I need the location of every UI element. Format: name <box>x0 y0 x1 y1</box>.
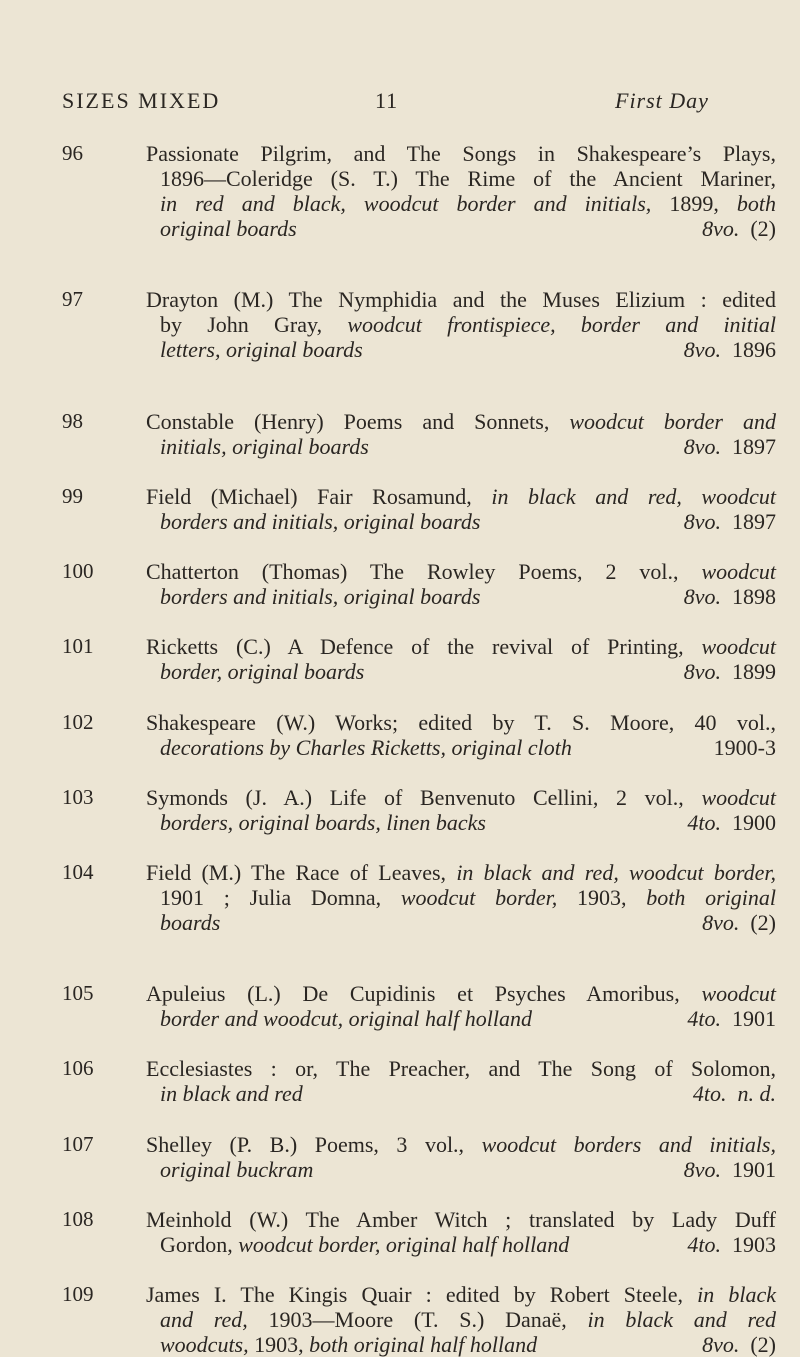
description-line <box>146 1207 776 1232</box>
italic-text: borders, original boards, linen backs <box>160 810 486 835</box>
italic-text: 8vo. <box>683 509 721 534</box>
description-line <box>146 484 776 509</box>
page-number: 11 <box>375 88 399 113</box>
italic-text: 8vo. <box>683 584 721 609</box>
line-body <box>160 216 297 241</box>
line-body <box>146 409 776 434</box>
roman-text: by John Gray, <box>160 312 348 337</box>
roman-text: 1901 <box>721 1006 776 1031</box>
lot-number: 105 <box>62 981 94 1005</box>
line-body <box>146 860 776 885</box>
line-body <box>160 1232 569 1257</box>
italic-text: woodcut border, original half holland <box>238 1232 570 1257</box>
roman-text: (2) <box>739 910 776 935</box>
italic-text: in black <box>697 1282 776 1307</box>
lot-number: 101 <box>62 634 94 658</box>
italic-text: woodcut frontispiece, border and initial <box>347 312 776 337</box>
description-line <box>146 1332 776 1357</box>
italic-text: borders and initials, original boards <box>160 509 481 534</box>
roman-text: Shakespeare (W.) Works; edited by T. S. Moore, 40 vol., <box>146 710 776 735</box>
description-line <box>146 910 776 935</box>
lot-description <box>146 785 776 835</box>
roman-text: Shelley (P. B.) Poems, 3 vol., <box>146 1132 482 1157</box>
description-line <box>146 1282 776 1307</box>
line-body <box>146 1132 776 1157</box>
line-body <box>146 634 776 659</box>
line-body <box>160 1307 776 1332</box>
description-line <box>146 1132 776 1157</box>
lot-description <box>146 981 776 1031</box>
lot-description <box>146 484 776 534</box>
italic-text: both original <box>646 885 776 910</box>
line-body <box>160 1006 532 1031</box>
italic-text: 4to. <box>687 1006 721 1031</box>
description-line <box>146 287 776 312</box>
lot-description <box>146 1282 776 1357</box>
lot-number: 109 <box>62 1282 94 1306</box>
line-body <box>160 337 363 362</box>
format-and-date <box>684 659 776 684</box>
italic-text: woodcut borders and initials, <box>481 1132 776 1157</box>
line-body <box>160 885 776 910</box>
lot-description <box>146 634 776 684</box>
italic-text: in black and red <box>160 1081 303 1106</box>
line-body <box>146 1056 776 1081</box>
italic-text: initials, original boards <box>160 434 369 459</box>
lot-description <box>146 1056 776 1106</box>
italic-text: borders and initials, original boards <box>160 584 481 609</box>
lot-number: 102 <box>62 710 94 734</box>
description-line <box>146 1157 776 1182</box>
line-body <box>160 910 220 935</box>
lot-description <box>146 1207 776 1257</box>
description-line <box>146 509 776 534</box>
italic-text: 4to. <box>692 1081 727 1106</box>
lot-description <box>146 1132 776 1182</box>
italic-text: original buckram <box>160 1157 314 1182</box>
lot-number: 103 <box>62 785 94 809</box>
line-body <box>160 1157 313 1182</box>
lot-description <box>146 860 776 935</box>
roman-text: James I. The Kingis Quair : edited by Robert Steele, <box>146 1282 698 1307</box>
lot-description <box>146 710 776 760</box>
roman-text: (2) <box>739 1332 776 1357</box>
italic-text: letters, original boards <box>160 337 363 362</box>
italic-text: woodcut <box>701 634 776 659</box>
line-body <box>146 1282 776 1307</box>
description-line <box>146 785 776 810</box>
format-and-date <box>693 1081 776 1106</box>
italic-text: and red, <box>160 1307 248 1332</box>
lot-number: 107 <box>62 1132 94 1156</box>
italic-text: 8vo. <box>702 1332 740 1357</box>
italic-text: woodcut border and <box>569 409 777 434</box>
line-body <box>146 785 776 810</box>
description-line <box>146 860 776 885</box>
lot-description <box>146 559 776 609</box>
italic-text: woodcut border, <box>400 885 558 910</box>
roman-text: (2) <box>739 216 776 241</box>
description-line <box>146 409 776 434</box>
roman-text: 1900-3 <box>713 735 776 760</box>
italic-text: decorations by Charles Ricketts, original cloth <box>160 735 572 760</box>
lot-description <box>146 409 776 459</box>
format-and-date <box>684 1157 776 1182</box>
description-line <box>146 885 776 910</box>
roman-text: 1896—Coleridge (S. T.) The Rime of the Ancient Mariner, <box>160 166 776 191</box>
lot-number: 106 <box>62 1056 94 1080</box>
line-body <box>160 166 776 191</box>
italic-text: border and woodcut, original half holland <box>160 1006 532 1031</box>
description-line <box>146 312 776 337</box>
format-and-date <box>684 509 776 534</box>
line-body <box>160 509 480 534</box>
section-heading: SIZES MIXED <box>62 88 221 113</box>
description-line <box>146 191 776 216</box>
description-line <box>146 1307 776 1332</box>
line-body <box>160 191 776 216</box>
italic-text: both original half holland <box>309 1332 538 1357</box>
line-body <box>160 312 776 337</box>
format-and-date <box>687 1006 776 1031</box>
description-line <box>146 710 776 735</box>
description-line <box>146 634 776 659</box>
description-line <box>146 659 776 684</box>
line-body <box>146 484 776 509</box>
italic-text: border, original boards <box>160 659 365 684</box>
description-line <box>146 810 776 835</box>
italic-text: in black and red, woodcut <box>491 484 776 509</box>
description-line <box>146 584 776 609</box>
format-and-date <box>702 1332 776 1357</box>
lot-number: 98 <box>62 409 83 433</box>
description-line <box>146 1081 776 1106</box>
sale-day-heading: First Day <box>615 88 709 113</box>
description-line <box>146 166 776 191</box>
italic-text: woodcut <box>701 981 776 1006</box>
line-body <box>146 710 776 735</box>
italic-text: n. d. <box>726 1081 776 1106</box>
roman-text: Apuleius (L.) De Cupidinis et Psyches Amoribus, <box>146 981 702 1006</box>
lot-number: 104 <box>62 860 94 884</box>
format-and-date <box>684 337 776 362</box>
lot-number: 100 <box>62 559 94 583</box>
lot-number: 96 <box>62 141 83 165</box>
roman-text: 1903, <box>557 885 647 910</box>
italic-text: in black and red, woodcut border, <box>456 860 776 885</box>
roman-text: Passionate Pilgrim, and The Songs in Shakespeare’s Plays, <box>146 141 776 166</box>
description-line <box>146 1056 776 1081</box>
roman-text: 1898 <box>721 584 776 609</box>
format-and-date <box>684 584 776 609</box>
roman-text: 1899 <box>721 659 776 684</box>
roman-text: 1903—Moore (T. S.) Danaë, <box>247 1307 588 1332</box>
line-body <box>160 1332 537 1357</box>
format-and-date <box>702 216 776 241</box>
page-header <box>0 88 800 118</box>
description-line <box>146 1006 776 1031</box>
italic-text: 4to. <box>687 1232 721 1257</box>
italic-text: original boards <box>160 216 297 241</box>
italic-text: 8vo. <box>683 337 721 362</box>
italic-text: woodcut <box>701 559 776 584</box>
line-body <box>146 981 776 1006</box>
roman-text: 1896 <box>721 337 776 362</box>
roman-text: Chatterton (Thomas) The Rowley Poems, 2 vol., <box>146 559 702 584</box>
lot-number: 99 <box>62 484 83 508</box>
italic-text: both <box>736 191 777 216</box>
format-and-date <box>687 1232 776 1257</box>
line-body <box>160 659 364 684</box>
roman-text: 1903, <box>248 1332 310 1357</box>
lot-number: 97 <box>62 287 83 311</box>
roman-text: 1897 <box>721 434 776 459</box>
line-body <box>146 559 776 584</box>
format-and-date <box>684 434 776 459</box>
roman-text: Ricketts (C.) A Defence of the revival of Printing, <box>146 634 702 659</box>
description-line <box>146 434 776 459</box>
line-body <box>146 141 776 166</box>
format-and-date <box>714 735 776 760</box>
roman-text: Drayton (M.) The Nymphidia and the Muses Elizium : edited <box>146 287 776 312</box>
line-body <box>146 287 776 312</box>
italic-text: 8vo. <box>702 910 740 935</box>
description-line <box>146 735 776 760</box>
format-and-date <box>687 810 776 835</box>
roman-text: 1903 <box>721 1232 776 1257</box>
lot-number: 108 <box>62 1207 94 1231</box>
roman-text: 1900 <box>721 810 776 835</box>
lot-description <box>146 287 776 362</box>
roman-text: Symonds (J. A.) Life of Benvenuto Cellini, 2 vol., <box>146 785 702 810</box>
italic-text: 4to. <box>687 810 721 835</box>
roman-text: 1897 <box>721 509 776 534</box>
italic-text: 8vo. <box>683 659 721 684</box>
line-body <box>160 810 486 835</box>
roman-text: 1899, <box>651 191 737 216</box>
roman-text: Constable (Henry) Poems and Sonnets, <box>146 409 570 434</box>
format-and-date <box>702 910 776 935</box>
italic-text: woodcuts, <box>160 1332 249 1357</box>
description-line <box>146 216 776 241</box>
italic-text: boards <box>160 910 221 935</box>
roman-text: Field (Michael) Fair Rosamund, <box>146 484 492 509</box>
line-body <box>160 434 369 459</box>
description-line <box>146 141 776 166</box>
description-line <box>146 337 776 362</box>
roman-text: Gordon, <box>160 1232 239 1257</box>
italic-text: woodcut <box>701 785 776 810</box>
line-body <box>160 584 480 609</box>
italic-text: 8vo. <box>702 216 740 241</box>
description-line <box>146 559 776 584</box>
roman-text: Ecclesiastes : or, The Preacher, and The Song of Solomon, <box>146 1056 776 1081</box>
roman-text: Field (M.) The Race of Leaves, <box>146 860 457 885</box>
italic-text: 8vo. <box>683 434 721 459</box>
roman-text: Meinhold (W.) The Amber Witch ; translated by Lady Duff <box>146 1207 776 1232</box>
line-body <box>146 1207 776 1232</box>
roman-text: 1901 ; Julia Domna, <box>160 885 401 910</box>
description-line <box>146 1232 776 1257</box>
description-line <box>146 981 776 1006</box>
roman-text: 1901 <box>721 1157 776 1182</box>
line-body <box>160 735 572 760</box>
italic-text: 8vo. <box>683 1157 721 1182</box>
lot-description <box>146 141 776 241</box>
italic-text: in black and red <box>587 1307 777 1332</box>
italic-text: in red and black, woodcut border and initials, <box>160 191 652 216</box>
line-body <box>160 1081 303 1106</box>
